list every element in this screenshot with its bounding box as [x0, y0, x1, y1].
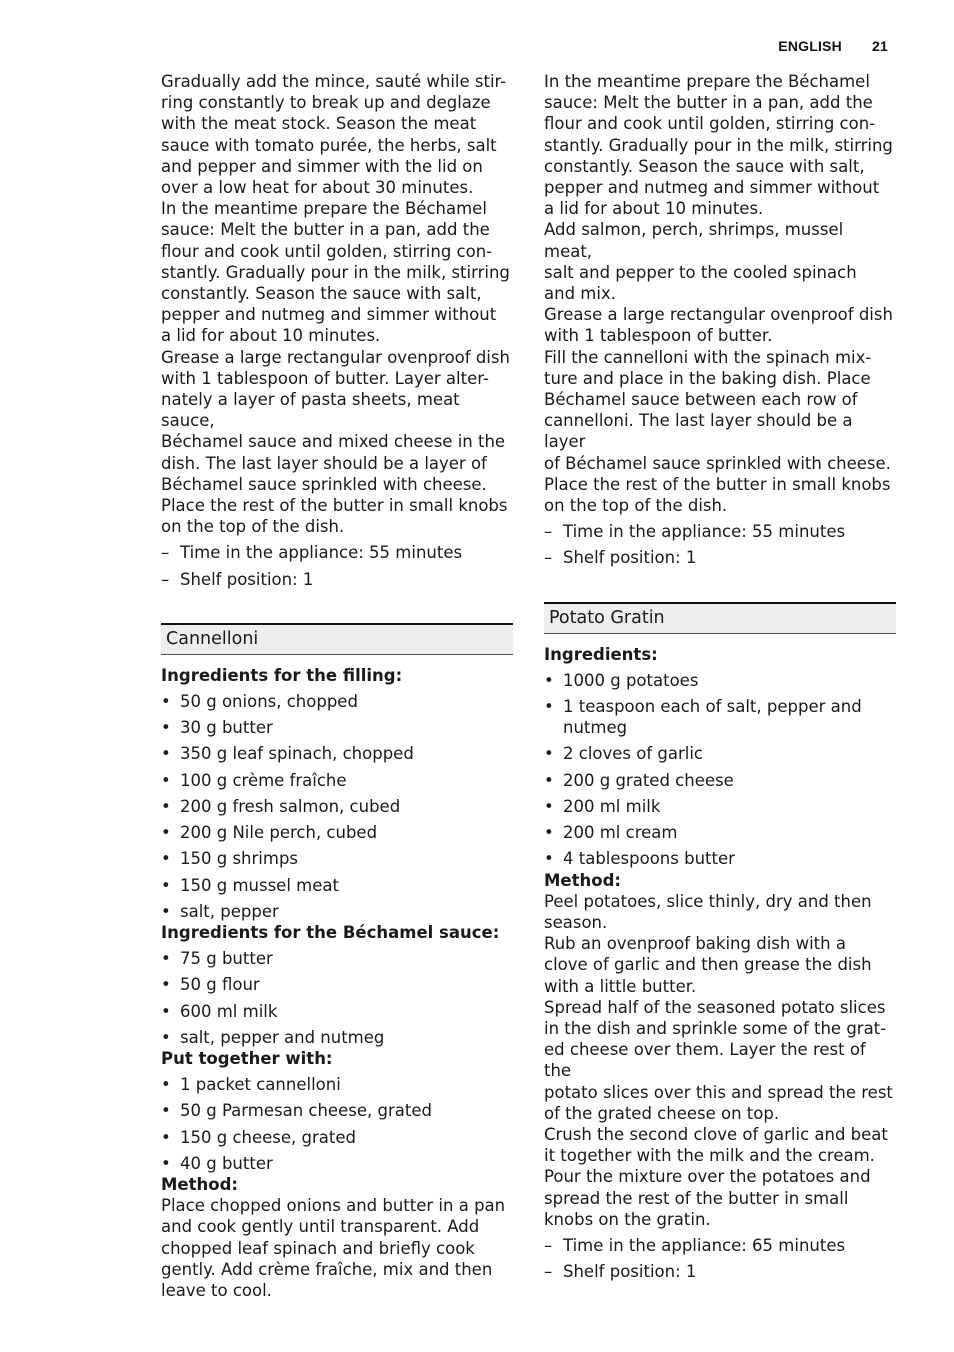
- list-item: • salt, pepper and nutmeg: [161, 1027, 385, 1047]
- list-item: – Shelf position: 1: [161, 569, 314, 589]
- cannelloni-settings-list: [544, 521, 896, 568]
- section-title-cannelloni: Cannelloni: [161, 623, 513, 655]
- filling-list: [161, 691, 513, 922]
- list-item: • 1000 g potatoes: [544, 670, 699, 690]
- list-item: • 2 cloves of garlic: [544, 744, 704, 764]
- list-item: • 4 tablespoons butter: [544, 849, 735, 869]
- list-item: • 200 g Nile perch, cubed: [161, 823, 378, 843]
- list-item: • salt, pepper: [161, 901, 279, 921]
- list-item: – Time in the appliance: 55 minutes: [544, 522, 846, 542]
- cannelloni-method-continued: In the meantime prepare the Béchamel sauce: Melt the butter in a pan, add the flour and cook until golden, stirring con- stantly. Gradually pour in the milk, stirring constantly. Season the sauce with salt, pepper and nutmeg and simmer without a lid for about 10 minutes. Add salmon, perch, shrimps, mussel meat, salt and pepper to the cooled spinach and mix. Grease a large rectangular ovenproof dish with 1 tablespoon of butter. Fill the cannelloni with the spinach mix- ture and place in the baking dish. Place Béchamel sauce between each row of cannelloni. The last layer should be a layer of Béchamel sauce sprinkled with cheese. Place the rest of the butter in small knobs on the top of the dish.: [544, 72, 893, 516]
- list-item: • 1 packet cannelloni: [161, 1075, 341, 1095]
- gratin-method-text: Peel potatoes, slice thinly, dry and then season. Rub an ovenproof baking dish with a clove of garlic and then grease the dish with a little butter. Spread half of the seasoned potato slices in the dish and sprinkle some of the grat- ed cheese over them. Layer the rest of the potato slices over this and spread the rest of the grated cheese on top. Crush the second clove of garlic and beat it together with the milk and the cream. Pour the mixture over the potatoes and spread the rest of the butter in small knobs on the gratin.: [544, 891, 893, 1229]
- section-title-potato-gratin: Potato Gratin: [544, 602, 896, 634]
- list-item: • 200 g fresh salmon, cubed: [161, 796, 401, 816]
- bechamel-heading: Ingredients for the Béchamel sauce:: [161, 922, 500, 942]
- list-item: • 40 g butter: [161, 1153, 273, 1173]
- right-column: [544, 71, 896, 1287]
- list-item: • 200 g grated cheese: [544, 770, 734, 790]
- list-item: – Shelf position: 1: [544, 1262, 697, 1282]
- list-item: • 50 g Parmesan cheese, grated: [161, 1101, 432, 1121]
- put-together-list: [161, 1074, 513, 1174]
- list-item: • 50 g onions, chopped: [161, 692, 358, 712]
- list-item: • 1 teaspoon each of salt, pepper and nutmeg: [544, 697, 862, 738]
- page-number: 21: [872, 38, 888, 54]
- left-column: [161, 71, 513, 1301]
- cannelloni-method-heading: Method:: [161, 1174, 238, 1194]
- gratin-ingredients-list: [544, 670, 896, 870]
- list-item: • 75 g butter: [161, 949, 273, 969]
- gratin-settings-list: [544, 1235, 896, 1282]
- lasagne-settings-list: [161, 542, 513, 589]
- bechamel-list: [161, 948, 513, 1048]
- list-item: • 100 g crème fraîche: [161, 770, 347, 790]
- list-item: • 600 ml milk: [161, 1001, 278, 1021]
- list-item: • 50 g flour: [161, 975, 260, 995]
- put-together-heading: Put together with:: [161, 1048, 333, 1068]
- lasagne-method-text: Gradually add the mince, sauté while stir- ring constantly to break up and deglaze with the meat stock. Season the meat sauce with tomato purée, the herbs, salt and pepper and simmer with the lid on over a low heat for about 30 minutes. In the meantime prepare the Béchamel sauce: Melt the butter in a pan, add the flour and cook until golden, stirring con- stantly. Gradually pour in the milk, stirring constantly. Season the sauce with salt, pepper and nutmeg and simmer without a lid for about 10 minutes. Grease a large rectangular ovenproof dish with 1 tablespoon of butter. Layer alter- nately a layer of pasta sheets, meat sauce, Béchamel sauce and mixed cheese in the dish. The last layer should be a layer of Béchamel sauce sprinkled with cheese. Place the rest of the butter in small knobs on the top of the dish.: [161, 72, 510, 537]
- list-item: • 200 ml cream: [544, 823, 678, 843]
- list-item: • 30 g butter: [161, 718, 273, 738]
- filling-heading: Ingredients for the filling:: [161, 665, 403, 685]
- language-label: ENGLISH: [778, 38, 842, 54]
- list-item: • 350 g leaf spinach, chopped: [161, 744, 414, 764]
- list-item: • 150 g cheese, grated: [161, 1127, 356, 1147]
- list-item: – Time in the appliance: 65 minutes: [544, 1235, 846, 1255]
- list-item: – Time in the appliance: 55 minutes: [161, 543, 463, 563]
- cannelloni-method-text: Place chopped onions and butter in a pan and cook gently until transparent. Add chopped leaf spinach and briefly cook gently. Add crème fraîche, mix and then leave to cool.: [161, 1196, 506, 1300]
- page-header: [778, 38, 888, 54]
- list-item: • 150 g shrimps: [161, 849, 299, 869]
- gratin-ingredients-heading: Ingredients:: [544, 644, 658, 664]
- gratin-method-heading: Method:: [544, 870, 621, 890]
- list-item: – Shelf position: 1: [544, 548, 697, 568]
- list-item: • 200 ml milk: [544, 796, 661, 816]
- list-item: • 150 g mussel meat: [161, 875, 339, 895]
